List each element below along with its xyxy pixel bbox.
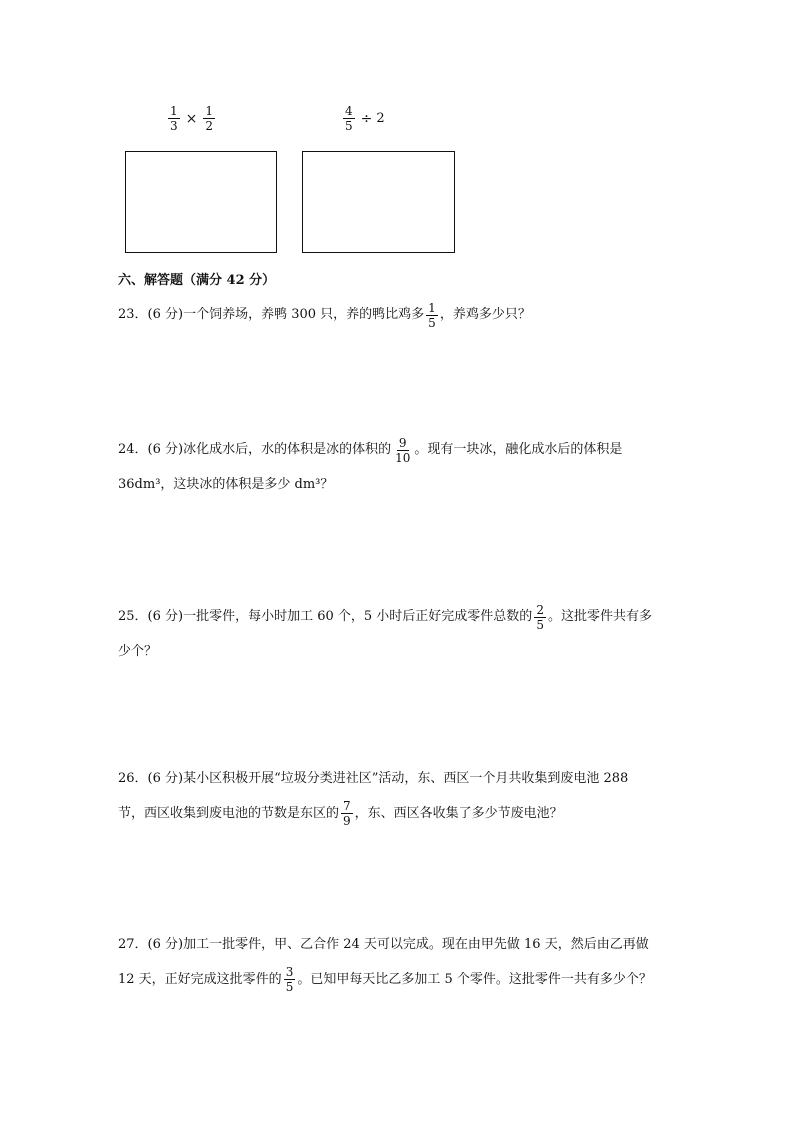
numerator: 4	[345, 104, 353, 118]
question-text: 26．(6 分)某小区积极开展“垃圾分类进社区”活动，东、西区一个月共收集到废电池 288	[118, 771, 629, 786]
expression-2	[341, 104, 385, 133]
answer-box-2[interactable]	[302, 151, 455, 253]
question-text: 。现有一块冰，融化成水后的体积是	[414, 442, 623, 457]
fraction	[393, 436, 412, 465]
operand: 2	[376, 111, 385, 126]
question-text: 。已知甲每天比乙多加工 5 个零件。这批零件一共有多少个？	[297, 971, 652, 987]
numerator: 9	[398, 435, 407, 450]
numerator: 1	[205, 104, 214, 118]
numerator: 3	[285, 965, 294, 979]
question-text: ，养鸡多少只？	[439, 307, 531, 322]
denominator: 2	[205, 119, 214, 133]
denominator: 3	[170, 119, 178, 133]
fraction	[168, 104, 180, 133]
fraction	[341, 799, 353, 828]
fraction	[343, 104, 355, 133]
question-23	[118, 298, 678, 333]
question-text: 27．(6 分)加工一批零件，甲、乙合作 24 天可以完成。现在由甲先做 16 天，然后由乙再做	[118, 937, 649, 952]
operator: ×	[185, 110, 198, 127]
question-text: 。这批零件共有多	[547, 609, 652, 624]
question-26	[118, 762, 678, 831]
numerator: 1	[170, 104, 178, 118]
denominator: 5	[285, 980, 294, 994]
question-text: 少个？	[118, 643, 158, 659]
question-text: 23．(6 分)一个饲养场，养鸭 300 只，养的鸭比鸡多	[118, 307, 425, 322]
numerator: 7	[343, 799, 351, 813]
fraction	[203, 104, 215, 133]
question-27	[118, 928, 678, 997]
denominator: 5	[536, 617, 544, 632]
question-text: 12 天，正好完成这批零件的	[118, 971, 282, 987]
denominator: 5	[428, 315, 436, 330]
denominator: 5	[345, 119, 353, 133]
question-text: ，东、西区各收集了多少节废电池？	[354, 805, 563, 821]
question-text: 25．(6 分)一批零件，每小时加工 60 个，5 小时后正好完成零件总数的	[118, 609, 533, 624]
denominator: 10	[395, 450, 411, 465]
question-text: 36dm³，这块冰的体积是多少 dm³？	[118, 476, 334, 492]
numerator: 1	[428, 300, 436, 315]
question-text: 节，西区收集到废电池的节数是东区的	[118, 805, 340, 821]
section-title: 六、解答题（满分 42 分）	[118, 273, 276, 288]
fraction	[284, 965, 296, 994]
question-24	[118, 433, 678, 502]
numerator: 2	[536, 602, 544, 617]
fraction	[426, 301, 438, 330]
denominator: 9	[343, 814, 351, 828]
operator: ÷	[360, 110, 373, 127]
expression-1	[166, 104, 217, 133]
question-25	[118, 600, 678, 669]
answer-box-1[interactable]	[125, 151, 277, 253]
question-text: 24．(6 分)冰化成水后，水的体积是冰的体积的	[118, 442, 392, 457]
fraction	[534, 603, 546, 632]
